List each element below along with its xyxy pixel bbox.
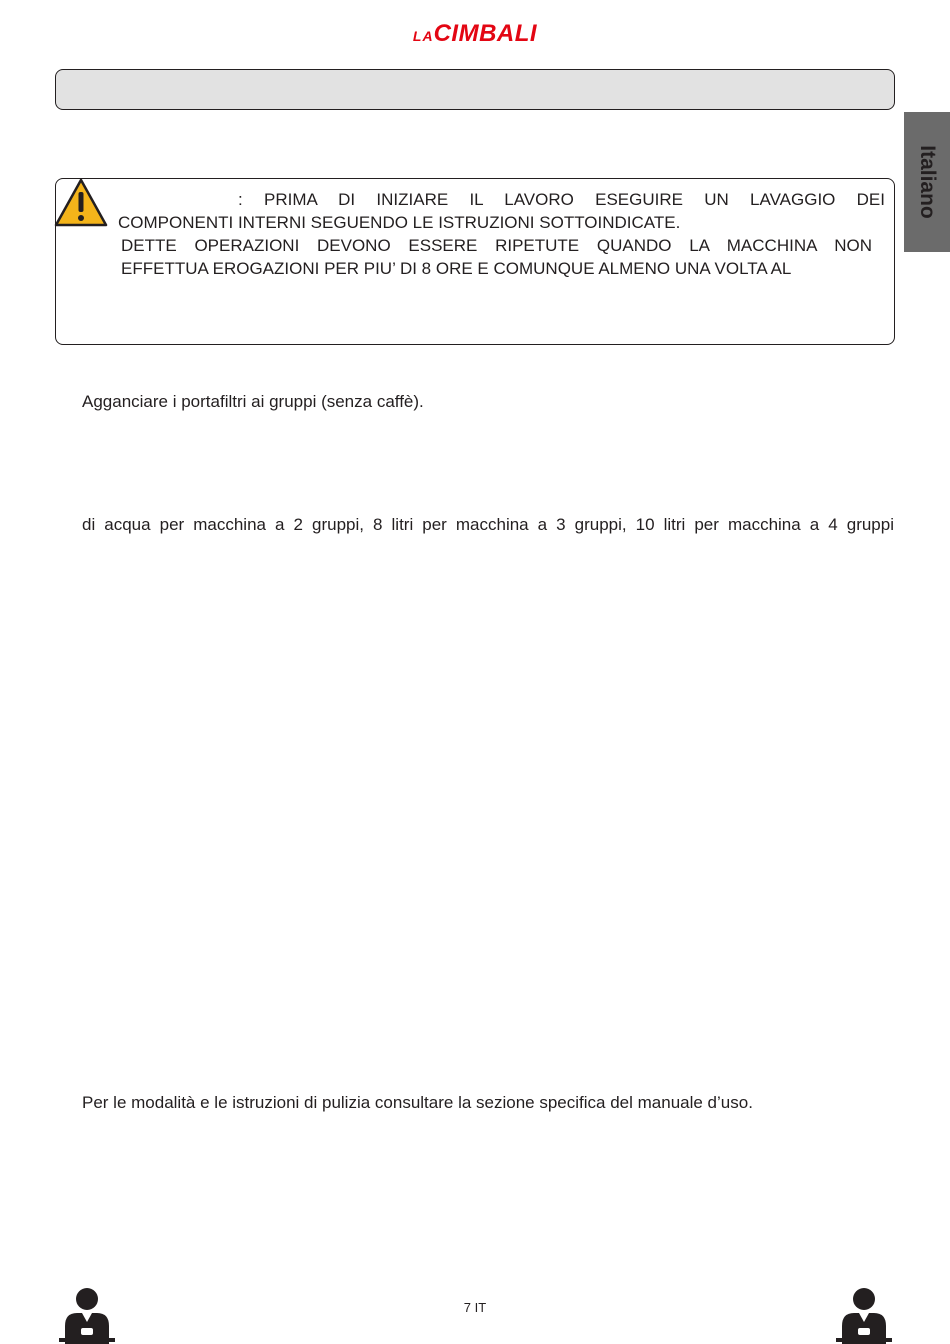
logo-main: CIMBALI	[433, 20, 538, 47]
brand-logo	[0, 20, 950, 48]
warning-line-1: : PRIMA DI INIZIARE IL LAVORO ESEGUIRE UN LAVAGGIO DEI	[238, 190, 885, 209]
logo-prefix: LA	[412, 28, 434, 44]
language-tab	[904, 112, 950, 252]
language-tab-label: Italiano	[916, 145, 939, 219]
instruction-paragraph-1: Agganciare i portafiltri ai gruppi (senza caffè).	[82, 392, 424, 411]
warning-line-3: DETTE OPERAZIONI DEVONO ESSERE RIPETUTE QUANDO LA MACCHINA NON	[121, 236, 872, 255]
section-title-bar	[55, 69, 895, 110]
warning-triangle-icon	[54, 178, 108, 228]
warning-line-4: EFFETTUA EROGAZIONI PER PIU’ DI 8 ORE E COMUNQUE ALMENO UNA VOLTA AL	[121, 259, 792, 278]
warning-line-2: COMPONENTI INTERNI SEGUENDO LE ISTRUZIONI SOTTOINDICATE.	[118, 213, 681, 232]
instruction-paragraph-3: Per le modalità e le istruzioni di pulizia consultare la sezione specifica del manuale d’uso.	[82, 1093, 753, 1112]
instruction-paragraph-2: di acqua per macchina a 2 gruppi, 8 litri per macchina a 3 gruppi, 10 litri per macchina a 4 gruppi	[82, 515, 894, 534]
barista-icon	[55, 1286, 119, 1344]
barista-icon	[832, 1286, 896, 1344]
page-number: 7 IT	[463, 1300, 487, 1315]
